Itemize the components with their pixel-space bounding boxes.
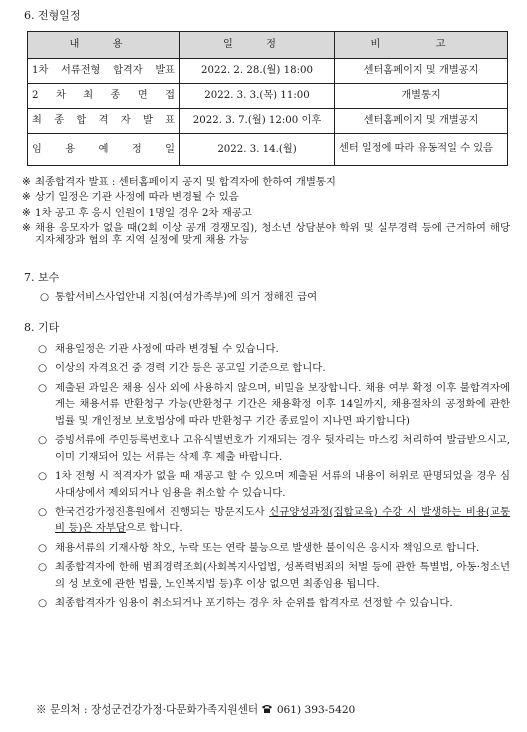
- row-remark: 개별통지: [335, 84, 508, 109]
- section-6-title: 6. 전형일정: [24, 9, 81, 22]
- list-item: ○ 한국건강가정진흥원에서 진행되는 방문지도사 신규양성과정(집합교육) 수강 시 발생하는 비용(교통비 등)은 자부담으로 합니다.: [38, 504, 510, 537]
- row-date: 2022. 3. 14.(월): [180, 134, 335, 166]
- note-mark: ※: [22, 176, 31, 188]
- note-mark: ※: [22, 206, 31, 219]
- header-remarks: 비 고: [335, 32, 508, 59]
- contact-line: [36, 704, 355, 716]
- header-schedule: 일 정: [180, 32, 335, 59]
- pay-item: ○ 통합서비스사업안내 지침(여성가족부)에 의거 정해진 급여: [40, 291, 318, 303]
- circle-bullet-icon: ○: [38, 505, 48, 518]
- schedule-row: [28, 59, 508, 84]
- circle-bullet-icon: ○: [38, 434, 48, 447]
- list-item: ○ 최종합격자가 임용이 취소되거나 포기하는 경우 차 순위를 합격자로 선정할 수 있습니다.: [38, 595, 510, 611]
- row-date: 2022. 2. 28.(월) 18:00: [180, 59, 335, 84]
- note-item: ※ 최종합격자 발표 : 센터홈페이지 공지 및 합격자에 한하여 개별통지: [22, 176, 336, 188]
- phone-icon: [261, 704, 273, 714]
- schedule-header-row: [28, 32, 508, 59]
- circle-bullet-icon: ○: [38, 597, 48, 610]
- contact-label: ※ 문의처 : 장성군건강가정·다문화가족지원센터: [36, 704, 262, 716]
- schedule-row: [28, 109, 508, 134]
- row-remark: 센터 일정에 따라 유동적일 수 있음: [335, 134, 508, 166]
- list-item: ○ 최종합격자에 한해 범죄경력조회(사회복지사업법, 성폭력범죄의 처벌 등에 관한 특별법, 아동·청소년의 성 보호에 관한 법률, 노인복지법 등)후 이상 없으면 최종임용 됩니다.: [38, 559, 510, 592]
- circle-bullet-icon: ○: [38, 343, 48, 355]
- list-item: ○ 채용일정은 기관 사정에 따라 변경될 수 있습니다.: [38, 341, 510, 357]
- row-date: 2022. 3. 3.(목) 11:00: [180, 84, 335, 109]
- note-item: ※ 1차 공고 후 응시 인원이 1명일 경우 2차 재공고: [22, 206, 252, 219]
- row-content: 2 차 최 종 면 접: [28, 84, 180, 109]
- row-date: 2022. 3. 7.(월) 12:00 이후: [180, 109, 335, 134]
- list-item: ○ 증빙서류에 주민등록번호나 고유식별번호가 기재되는 경우 뒷자리는 마스킹 처리하여 발급받으시고, 이미 기재되어 있는 서류는 삭제 후 제출 바랍니다.: [38, 432, 510, 465]
- circle-bullet-icon: ○: [38, 362, 48, 375]
- schedule-table: [27, 31, 508, 166]
- circle-bullet-icon: ○: [40, 291, 50, 303]
- schedule-row: [28, 84, 508, 109]
- row-content: 임 용 예 정 일: [28, 134, 180, 166]
- list-item: ○ 이상의 자격요건 중 경력 기간 등은 공고일 기준으로 합니다.: [38, 360, 510, 376]
- circle-bullet-icon: ○: [38, 541, 48, 554]
- underlined-text: 신규양성과정(집합교육) 수강 시 발생하는 비용(교통비 등)은 자부담: [55, 505, 511, 535]
- note-mark: ※: [22, 222, 31, 235]
- section-8-title: 8. 기타: [24, 321, 60, 334]
- list-item: ○ 1차 전형 시 적격자가 없을 때 재공고 할 수 있으며 제출된 서류의 내용이 허위로 판명되었을 경우 심사대상에서 제외되거나 임용을 취소할 수 있습니다.: [38, 468, 510, 501]
- header-content: 내 용: [28, 32, 180, 59]
- list-item: ○ 제출된 과일은 채용 심사 외에 사용하지 않으며, 비밀을 보장합니다. 채용 여부 확정 이후 불합격자에게는 채용서류 반환청구 가능(반환청구 기간은 채용확정 이후 14일까지, 채용절차의 공정화에 관한 법률 및 개인정보 보호법상에 따라 반환청구 기간 종료일이 지나면 파기합니다): [38, 380, 510, 429]
- row-content: 1차 서류전형 합격자 발표: [28, 59, 180, 84]
- contact-phone: 061) 393-5420: [276, 704, 356, 716]
- list-item: ○ 채용서류의 기재사항 착오, 누락 또는 연락 불능으로 발생한 불이익은 응시자 책임으로 합니다.: [38, 540, 510, 556]
- circle-bullet-icon: ○: [38, 470, 48, 483]
- note-item: ※ 상기 일정은 기관 사정에 따라 변경될 수 있음: [22, 191, 239, 204]
- schedule-row: [28, 134, 508, 166]
- schedule-notes: [22, 177, 510, 251]
- circle-bullet-icon: ○: [38, 561, 48, 574]
- section-7-title: 7. 보수: [24, 271, 60, 284]
- note-item: ※ 채용 응모자가 없을 때(2회 이상 공개 경쟁모집), 청소년 상담분야 학위 및 실무경력 등에 근거하여 해당 지자체장과 협의 후 지역 실정에 맞게 채용 가능: [22, 222, 510, 247]
- row-remark: 센터홈페이지 및 개별공지: [335, 109, 508, 134]
- circle-bullet-icon: ○: [38, 381, 48, 394]
- row-remark: 센터홈페이지 및 개별공지: [335, 59, 508, 84]
- misc-list: [38, 341, 510, 615]
- row-content: 최 종 합 격 자 발 표: [28, 109, 180, 134]
- note-mark: ※: [22, 191, 31, 204]
